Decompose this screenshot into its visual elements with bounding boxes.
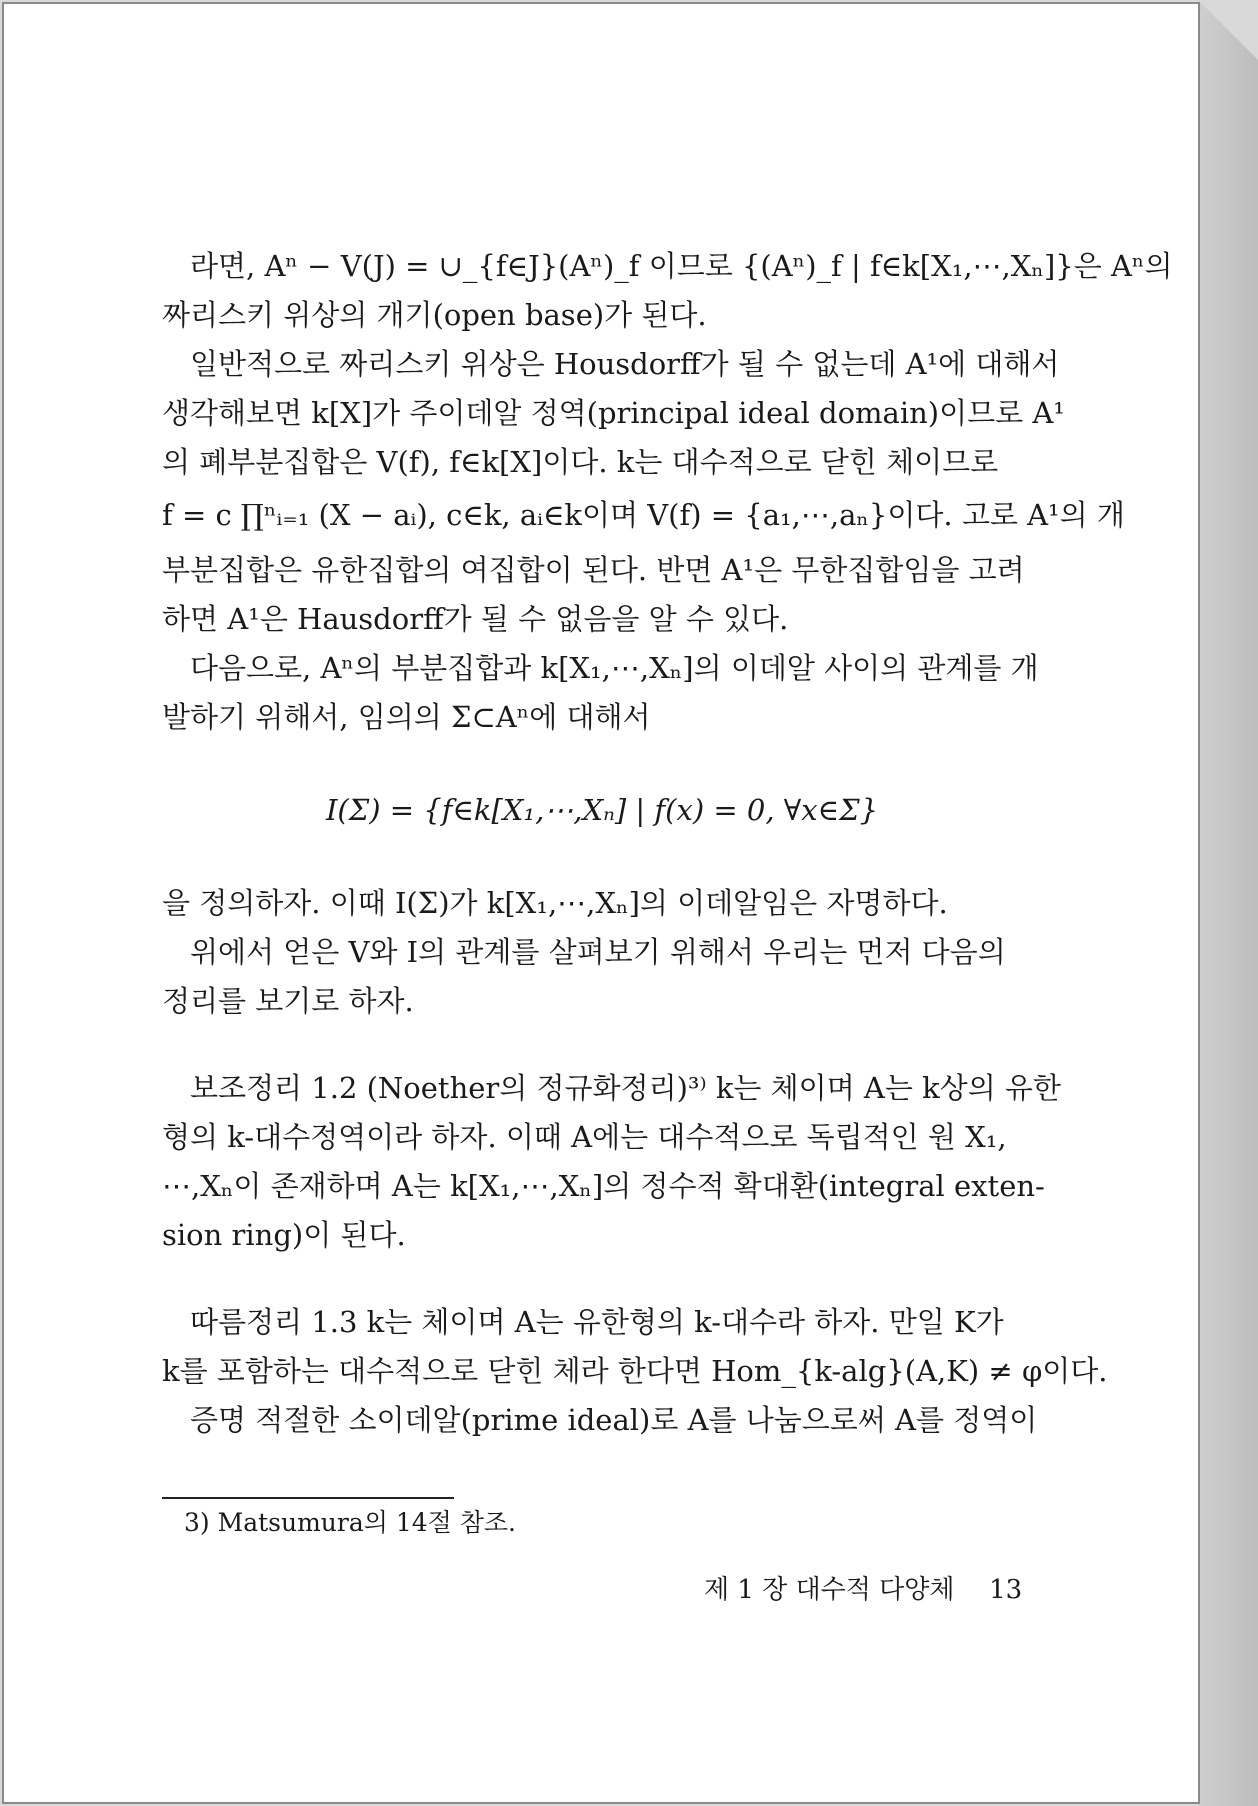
lemma-line-1: 보조정리 1.2 (Noether의 정규화정리)³⁾ k는 체이며 A는 k상의 유한 [190,1071,1061,1105]
paragraph-4-line-1: 을 정의하자. 이때 I(Σ)가 k[X₁,⋯,Xₙ]의 이데알임은 자명하다. [162,886,948,920]
paragraph-1-line-2: 짜리스키 위상의 개기(open base)가 된다. [162,298,707,332]
footnote-divider [162,1497,454,1499]
corollary-line-2: k를 포함하는 대수적으로 닫힌 체라 한다면 Hom_{k-alg}(A,K) ≠ φ이다. [162,1354,1108,1388]
corollary-block [162,1298,1108,1445]
book-page [4,4,1198,1802]
corollary-line-1: 따름정리 1.3 k는 체이며 A는 유한형의 k-대수라 하자. 만일 K가 [190,1305,1004,1339]
lemma-line-4: sion ring)이 된다. [162,1218,406,1252]
body-text [162,242,1173,1445]
page-edge-shadow [1198,0,1258,1806]
paragraph-2-line-1: 일반적으로 짜리스키 위상은 Housdorff가 될 수 없는데 A¹에 대해서 [190,347,1060,381]
paragraph-5-line-1: 위에서 얻은 V와 I의 관계를 살펴보기 위해서 우리는 먼저 다음의 [190,935,1006,969]
chapter-title: 제 1 장 대수적 다양체 [704,1575,955,1605]
paragraph-1-line-1: 라면, Aⁿ − V(J) = ∪_{f∈J}(Aⁿ)_f 이므로 {(Aⁿ)_f | f∈k[X₁,⋯,Xₙ]}은 Aⁿ의 [190,249,1173,283]
paragraph-2-line-4: f = c ∏ⁿᵢ₌₁ (X − aᵢ), c∈k, aᵢ∈k이며 V(f) = {a₁,⋯,aₙ}이다. 고로 A¹의 개 [162,498,1125,532]
footnote: 3) Matsumura의 14절 참조. [184,1508,517,1537]
paragraph-2-line-5: 부분집합은 유한집합의 여집합이 된다. 반면 A¹은 무한집합임을 고려 [162,553,1025,587]
running-footer [704,1569,1022,1606]
paragraph-5-line-2: 정리를 보기로 하자. [162,984,414,1018]
lemma-block [162,1064,1061,1260]
display-formula: I(Σ) = {f∈k[X₁,⋯,Xₙ] | f(x) = 0, ∀x∈Σ} [325,793,879,827]
lemma-line-3: ⋯,Xₙ이 존재하며 A는 k[X₁,⋯,Xₙ]의 정수적 확대환(integral exten- [162,1169,1045,1203]
paragraph-2-line-2: 생각해보면 k[X]가 주이데알 정역(principal ideal domain)이므로 A¹ [162,396,1065,430]
paragraph-3-line-1: 다음으로, Aⁿ의 부분집합과 k[X₁,⋯,Xₙ]의 이데알 사이의 관계를 개 [190,651,1039,685]
proof-line-1: 증명 적절한 소이데알(prime ideal)로 A를 나눔으로써 A를 정역이 [190,1403,1038,1437]
paragraph-2-line-3: 의 폐부분집합은 V(f), f∈k[X]이다. k는 대수적으로 닫힌 체이므로 [162,445,999,479]
paragraph-2-line-6: 하면 A¹은 Hausdorff가 될 수 없음을 알 수 있다. [162,602,789,636]
paragraph-3-line-2: 발하기 위해서, 임의의 Σ⊂Aⁿ에 대해서 [162,700,651,734]
lemma-line-2: 형의 k-대수정역이라 하자. 이때 A에는 대수적으로 독립적인 원 X₁, [162,1120,1007,1154]
page-number: 13 [989,1575,1023,1605]
